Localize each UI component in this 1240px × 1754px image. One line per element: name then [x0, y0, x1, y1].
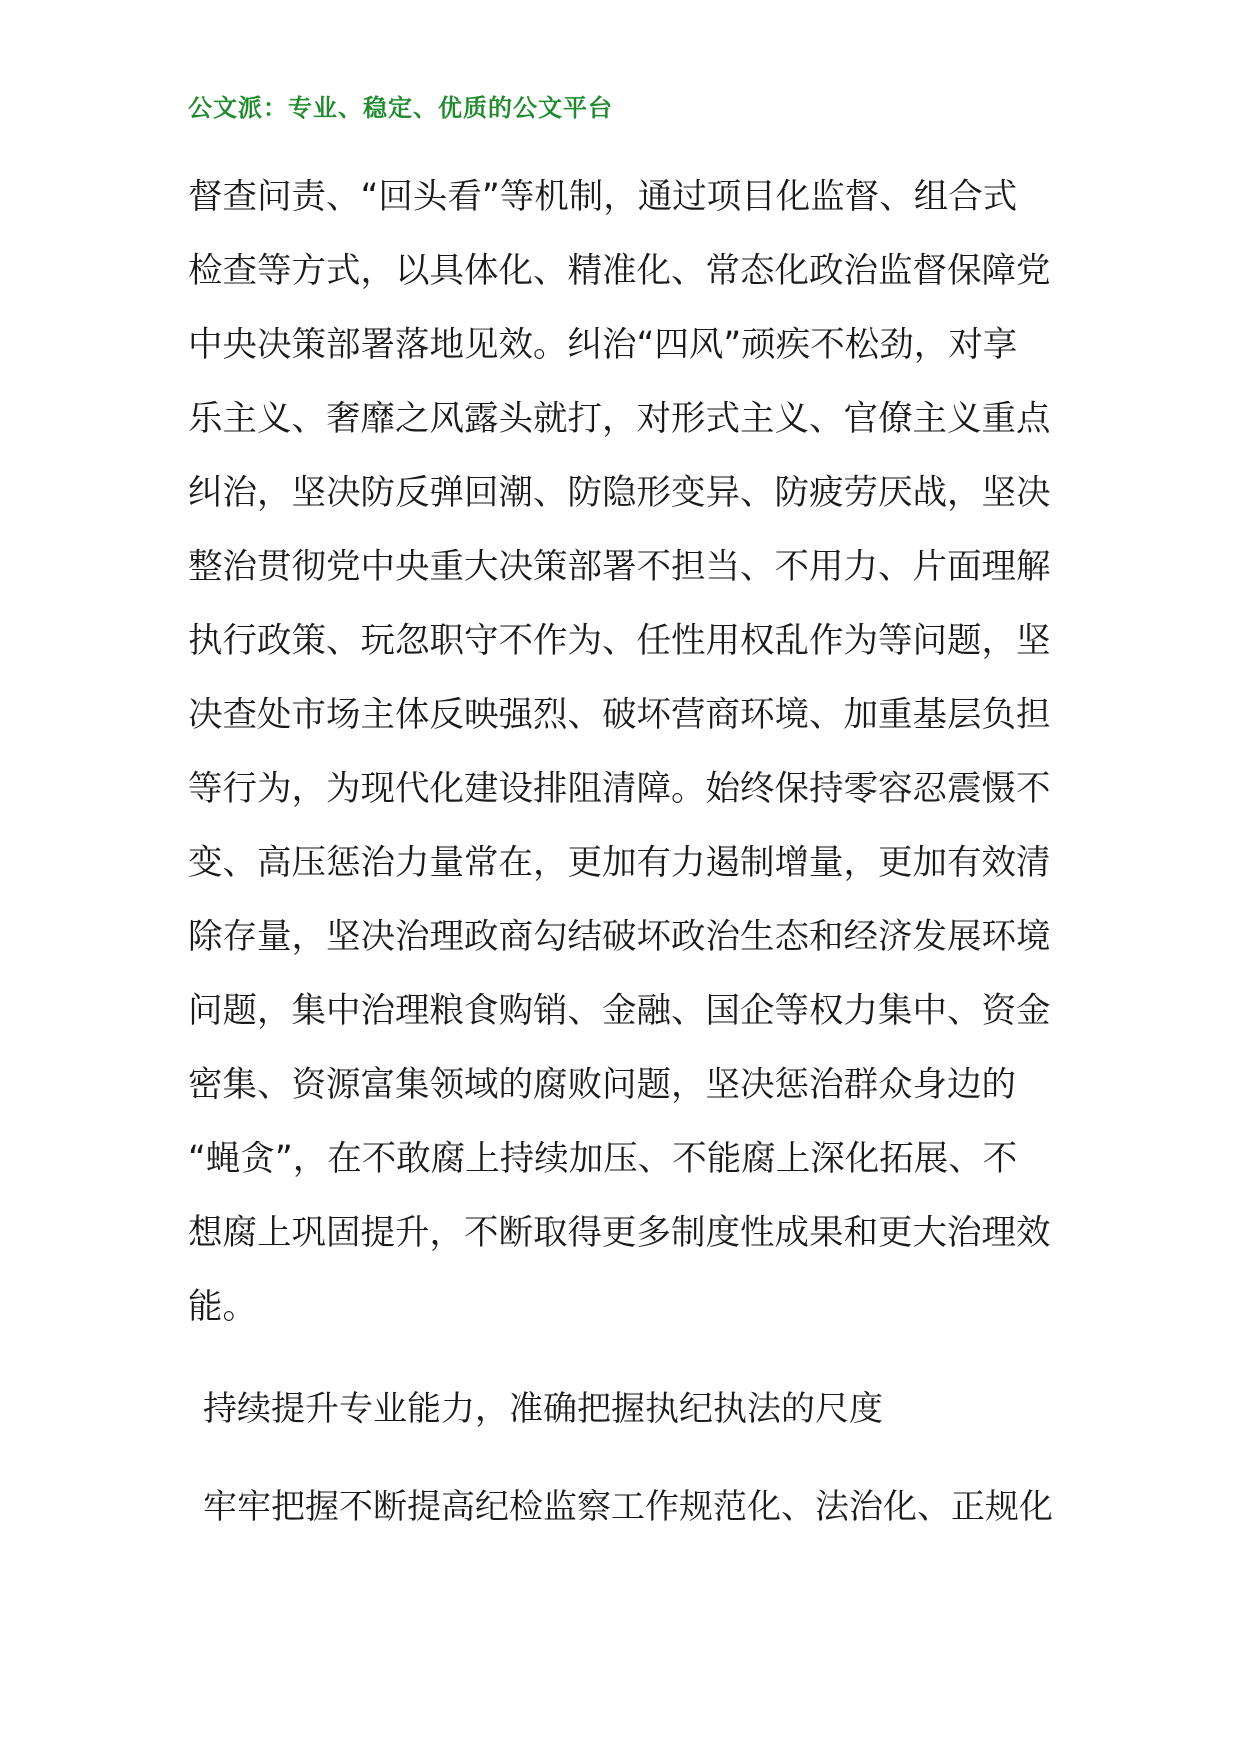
body-line: 能。 [188, 1287, 257, 1327]
body-line: 想腐上巩固提升，不断取得更多制度性成果和更大治理效 [188, 1213, 1051, 1253]
body-line: 中央决策部署落地见效。纠治“四风”顽疾不松劲，对享 [188, 325, 1018, 365]
body-line: 督查问责、“回头看”等机制，通过项目化监督、组合式 [188, 177, 1018, 217]
body-line: 决查处市场主体反映强烈、破坏营商环境、加重基层负担 [188, 695, 1051, 735]
paragraph-start-line: 牢牢把握不断提高纪检监察工作规范化、法治化、正规化 [203, 1487, 1053, 1527]
body-line: 除存量，坚决治理政商勾结破坏政治生态和经济发展环境 [188, 917, 1051, 957]
site-header-slogan: 公文派：专业、稳定、优质的公文平台 [188, 94, 613, 122]
body-line: 变、高压惩治力量常在，更加有力遏制增量，更加有效清 [188, 843, 1051, 883]
body-line: 密集、资源富集领域的腐败问题，坚决惩治群众身边的 [188, 1065, 1016, 1105]
body-line: 乐主义、奢靡之风露头就打，对形式主义、官僚主义重点 [188, 399, 1051, 439]
body-line: 检查等方式，以具体化、精准化、常态化政治监督保障党 [188, 251, 1051, 291]
body-line: “蝇贪”，在不敢腐上持续加压、不能腐上深化拓展、不 [188, 1139, 1018, 1179]
body-paragraph [188, 160, 1058, 1344]
section-subheading: 持续提升专业能力，准确把握执纪执法的尺度 [203, 1389, 883, 1429]
body-line: 整治贯彻党中央重大决策部署不担当、不用力、片面理解 [188, 547, 1051, 587]
body-line: 等行为，为现代化建设排阻清障。始终保持零容忍震慑不 [188, 769, 1051, 809]
body-line: 执行政策、玩忽职守不作为、任性用权乱作为等问题，坚 [188, 621, 1051, 661]
body-line: 纠治，坚决防反弹回潮、防隐形变异、防疲劳厌战，坚决 [188, 473, 1051, 513]
body-line: 问题，集中治理粮食购销、金融、国企等权力集中、资金 [188, 991, 1051, 1031]
